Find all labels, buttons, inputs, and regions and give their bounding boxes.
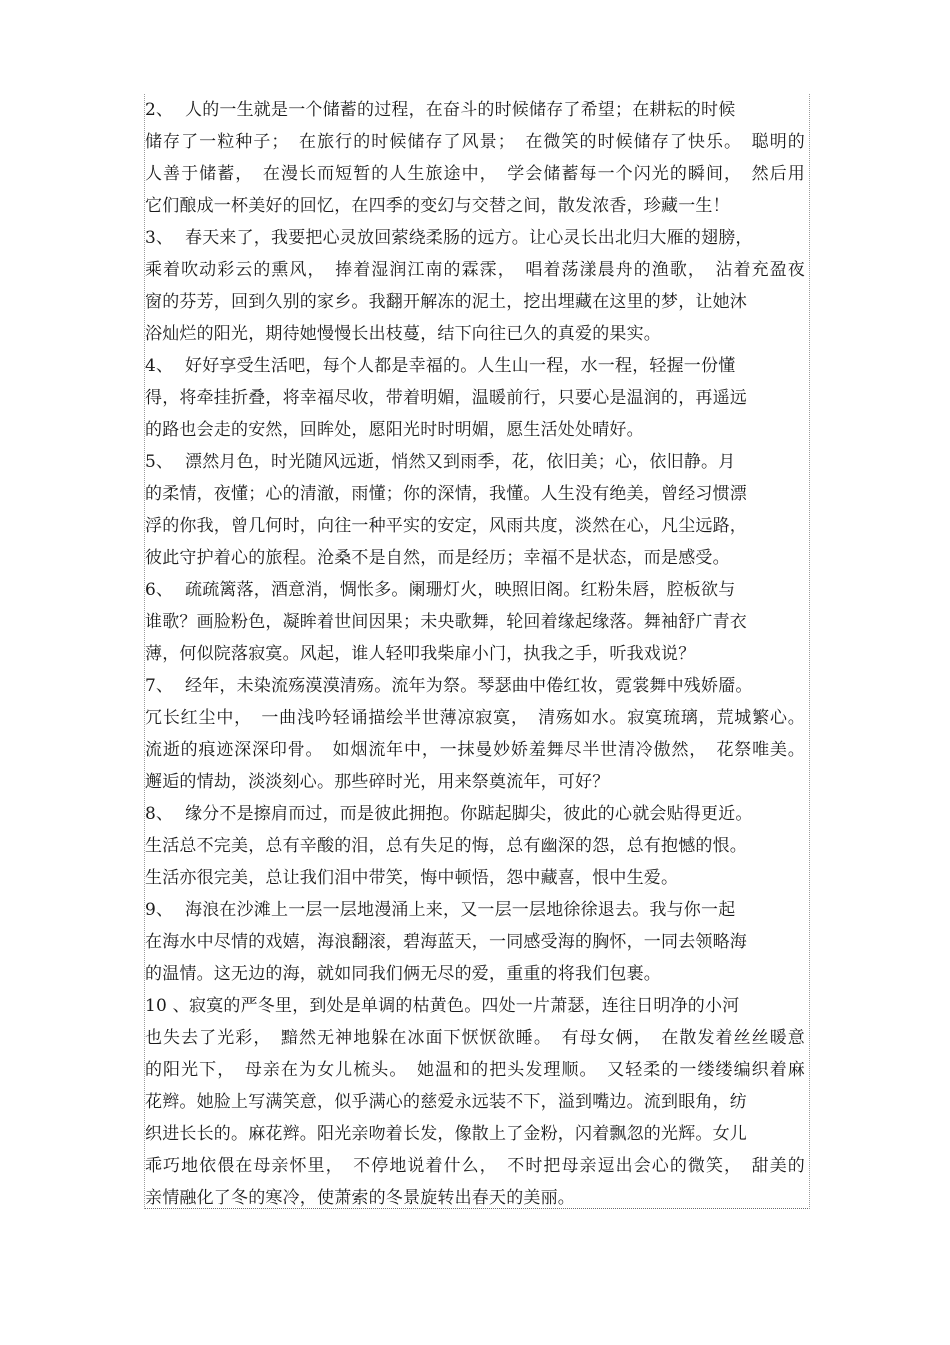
paragraph-3-line-1 <box>145 222 753 254</box>
paragraph-text: 春天来了，我要把心灵放回萦绕柔肠的远方。让心灵长出北归大雁的翅膀， <box>185 228 753 248</box>
paragraph-5-line-4: 彼此守护着心的旅程。沧桑不是自然，而是经历；幸福不是状态，而是感受。 <box>145 548 730 568</box>
paragraph-3-line-4: 浴灿烂的阳光，期待她慢慢长出枝蔓，结下向往已久的真爱的果实。 <box>145 324 661 344</box>
item-number: 5、 <box>145 452 174 472</box>
paragraph-9-line-2: 在海水中尽情的戏嬉，海浪翻滚，碧海蓝天，一同感受海的胸怀，一同去领略海 <box>145 932 747 952</box>
paragraph-9-line-3: 的温情。这无边的海，就如同我们俩无尽的爱，重重的将我们包裹。 <box>145 964 661 984</box>
paragraph-4-line-3: 的路也会走的安然，回眸处，愿阳光时时明媚，愿生活处处晴好。 <box>145 420 644 440</box>
paragraph-6-line-2: 谁歌？画脸粉色，凝眸着世间因果；未央歌舞，轮回着缘起缘落。舞袖舒广青衣 <box>145 612 747 632</box>
paragraph-text: 人的一生就是一个储蓄的过程，在奋斗的时候储存了希望；在耕耘的时候 <box>185 100 736 120</box>
paragraph-text: 漂然月色，时光随风远逝，悄然又到雨季，花，依旧美；心，依旧静。月 <box>185 452 736 472</box>
paragraph-10-line-3: 的阳光下， 母亲在为女儿梳头。 她温和的把头发理顺。 又轻柔的一缕缕编织着麻 <box>145 1060 805 1080</box>
paragraph-10-line-4: 花辫。她脸上写满笑意，似乎满心的慈爱永远装不下，溢到嘴边。流到眼角，纺 <box>145 1092 747 1112</box>
paragraph-2-line-2: 储存了一粒种子； 在旅行的时候储存了风景； 在微笑的时候储存了快乐。 聪明的 <box>145 132 805 152</box>
text-frame <box>144 94 810 1209</box>
paragraph-text: 疏疏篱落，酒意消，惆怅多。阑珊灯火，映照旧阁。红粉朱唇，腔板欲与 <box>185 580 736 600</box>
paragraph-2-line-4: 它们酿成一杯美好的回忆，在四季的变幻与交替之间，散发浓香，珍藏一生！ <box>145 196 730 216</box>
paragraph-2-line-1 <box>145 94 735 126</box>
item-number: 8、 <box>145 804 174 824</box>
paragraph-3-line-3: 窗的芬芳，回到久别的家乡。我翻开解冻的泥土，挖出埋藏在这里的梦，让她沐 <box>145 292 747 312</box>
paragraph-4-line-1 <box>145 350 735 382</box>
item-number: 6、 <box>145 580 174 600</box>
paragraph-9-line-1 <box>145 894 735 926</box>
paragraph-6-line-3: 薄，何似院落寂寞。风起，谁人轻叩我柴扉小门，执我之手，听我戏说？ <box>145 644 696 664</box>
item-number: 2、 <box>145 100 174 120</box>
paragraph-8-line-3: 生活亦很完美，总让我们泪中带笑，悔中顿悟，怨中藏喜，恨中生爱。 <box>145 868 679 888</box>
paragraph-8-line-2: 生活总不完美，总有辛酸的泪，总有失足的悔，总有幽深的怨，总有抱憾的恨。 <box>145 836 747 856</box>
item-number: 10 、 <box>145 996 190 1016</box>
paragraph-3-line-2: 乘着吹动彩云的熏风， 捧着湿润江南的霖霂， 唱着荡漾晨舟的渔歌， 沾着充盈夜 <box>145 260 805 280</box>
paragraph-8-line-1 <box>145 798 753 830</box>
paragraph-text: 好好享受生活吧，每个人都是幸福的。人生山一程，水一程，轻握一份懂 <box>185 356 736 376</box>
item-number: 7、 <box>145 676 174 696</box>
paragraph-7-line-3: 流逝的痕迹深深印骨。 如烟流年中，一抹曼妙娇羞舞尽半世清冷傲然， 花祭唯美。 <box>145 740 805 760</box>
paragraph-10-line-7: 亲情融化了冬的寒冷，使萧索的冬景旋转出春天的美丽。 <box>145 1188 575 1208</box>
paragraph-7-line-2: 冗长红尘中， 一曲浅吟轻诵描绘半世薄凉寂寞， 清殇如水。寂寞琉璃，荒城繁心。 <box>145 708 805 728</box>
paragraph-10-line-1 <box>145 990 739 1022</box>
paragraph-10-line-6: 乖巧地依偎在母亲怀里， 不停地说着什么， 不时把母亲逗出会心的微笑， 甜美的 <box>145 1156 805 1176</box>
paragraph-text: 经年，未染流殇漠漠清殇。流年为祭。琴瑟曲中倦红妆，霓裳舞中残娇靥。 <box>185 676 753 696</box>
paragraph-5-line-1 <box>145 446 735 478</box>
paragraph-6-line-1 <box>145 574 735 606</box>
paragraph-7-line-1 <box>145 670 753 702</box>
paragraph-text: 寂寞的严冬里，到处是单调的枯黄色。四处一片萧瑟，连往日明净的小河 <box>189 996 740 1016</box>
paragraph-4-line-2: 得，将牵挂折叠，将幸福尽收，带着明媚，温暖前行，只要心是温润的，再遥远 <box>145 388 747 408</box>
paragraph-2-line-3: 人善于储蓄， 在漫长而短暂的人生旅途中， 学会储蓄每一个闪光的瞬间， 然后用 <box>145 164 805 184</box>
item-number: 3、 <box>145 228 174 248</box>
paragraph-10-line-2: 也失去了光彩， 黯然无神地躲在冰面下恹恹欲睡。 有母女俩， 在散发着丝丝暖意 <box>145 1028 805 1048</box>
item-number: 9、 <box>145 900 174 920</box>
paragraph-10-line-5: 织进长长的。麻花辫。阳光亲吻着长发，像散上了金粉，闪着飘忽的光辉。女儿 <box>145 1124 747 1144</box>
paragraph-5-line-2: 的柔情，夜懂；心的清澈，雨懂；你的深情，我懂。人生没有绝美，曾经习惯漂 <box>145 484 747 504</box>
paragraph-5-line-3: 浮的你我，曾几何时，向往一种平实的安定，风雨共度，淡然在心，凡尘远路， <box>145 516 747 536</box>
paragraph-text: 缘分不是擦肩而过，而是彼此拥抱。你踮起脚尖，彼此的心就会贴得更近。 <box>185 804 753 824</box>
paragraph-text: 海浪在沙滩上一层一层地漫涌上来，又一层一层地徐徐退去。我与你一起 <box>185 900 736 920</box>
paragraph-7-line-4: 邂逅的情劫，淡淡刻心。那些碎时光，用来祭奠流年，可好？ <box>145 772 610 792</box>
item-number: 4、 <box>145 356 174 376</box>
